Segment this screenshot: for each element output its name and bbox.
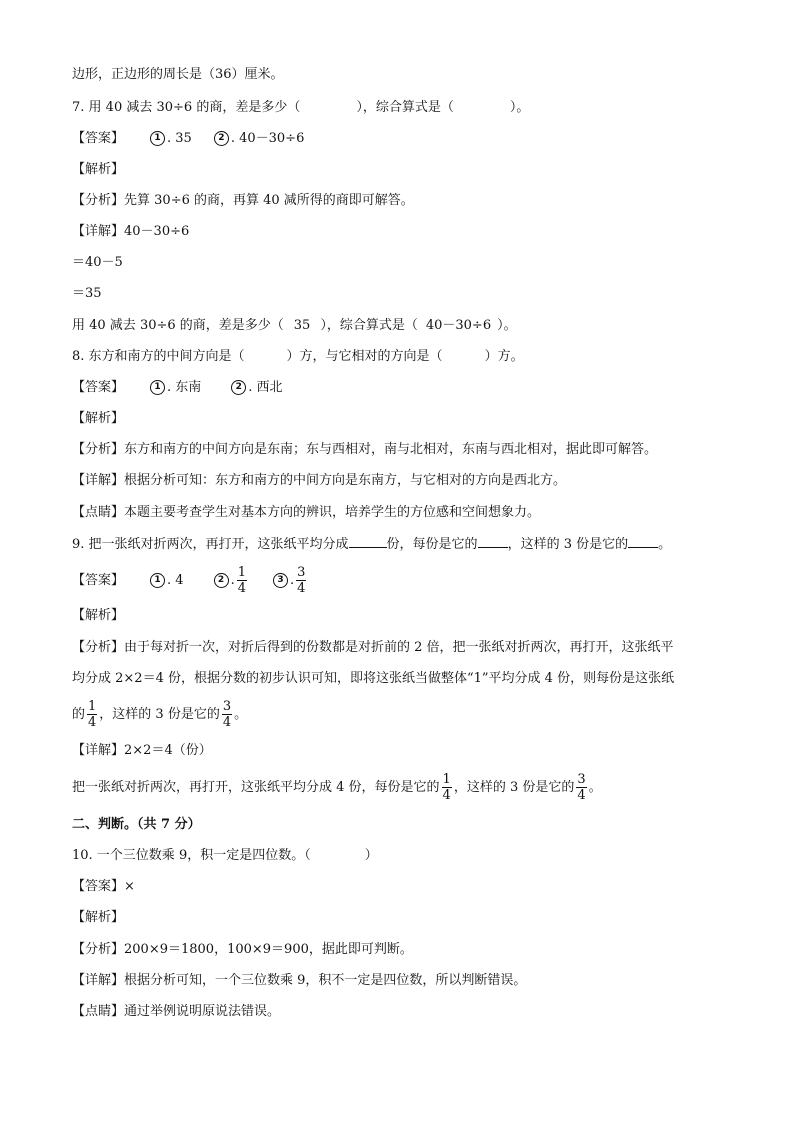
- q9-fenxi-1: 【分析】由于每对折一次，对折后得到的份数都是对折前的 2 倍，把一张纸对折两次，再打开，这张纸平: [72, 640, 674, 655]
- q9-jiexi: 【解析】: [72, 608, 125, 623]
- answer-blank: [478, 535, 508, 548]
- fraction-three-quarters: $\frac{3}{4}$: [222, 699, 232, 730]
- circled-number-2: 2: [214, 573, 229, 588]
- q10-jiexi: 【解析】: [72, 910, 125, 925]
- q9-final: 把一张纸对折两次，再打开，这张纸平均分成 4 份，每份是它的 $\frac{1}{4}$ ，这样的 3 份是它的 $\frac{3}{4}$ 。: [72, 772, 602, 803]
- answer-blank: [628, 535, 658, 548]
- question-9: 9. 把一张纸对折两次，再打开，这张纸平均分成 份，每份是它的 ，这样的 3 份是它的 。: [72, 537, 672, 552]
- q10-fenxi: 【分析】200×9＝1800，100×9＝900，据此即可判断。: [72, 942, 413, 957]
- circled-number-3: 3: [273, 573, 288, 588]
- q9-fenxi-2: 均分成 2×2＝4 份，根据分数的初步认识可知，即将这张纸当做整体“1”平均分成 4 份，则每份是这张纸: [72, 671, 675, 686]
- q7-jiexi: 【解析】: [72, 162, 125, 177]
- circled-number-1: 1: [150, 573, 165, 588]
- q8-jiexi: 【解析】: [72, 411, 125, 426]
- fraction-three-quarters: $\frac{3}{4}$: [577, 772, 586, 803]
- q9-answer: 【答案】 1 . 4 2 . $\frac{1}{4}$ 3 . $\frac{3}{4}$: [72, 565, 306, 596]
- q10-xiangjie: 【详解】根据分析可知，一个三位数乘 9，积不一定是四位数，所以判断错误。: [72, 973, 527, 988]
- fraction-one-quarter: $\frac{1}{4}$: [88, 699, 97, 730]
- q10-answer: 【答案】×: [72, 879, 135, 894]
- q7-answer: 【答案】 1 . 35 2 . 40－30÷6: [72, 131, 305, 146]
- q7-final: 用 40 减去 30÷6 的商，差是多少（ 35 ），综合算式是（ 40－30÷6 ）。: [72, 318, 517, 333]
- circled-number-1: 1: [150, 131, 165, 146]
- q9-fenxi-3: 的 $\frac{1}{4}$ ，这样的 3 份是它的 $\frac{3}{4}$ 。: [72, 699, 248, 730]
- fraction-three-quarters: $\frac{3}{4}$: [297, 565, 306, 596]
- circled-number-2: 2: [214, 131, 229, 146]
- question-10: 10. 一个三位数乘 9，积一定是四位数。（ ）: [72, 848, 378, 863]
- circled-number-1: 1: [150, 380, 165, 395]
- q9-xiangjie: 【详解】2×2＝4（份）: [72, 743, 212, 758]
- q8-dianjing: 【点睛】本题主要考查学生对基本方向的辨识，培养学生的方位感和空间想象力。: [72, 505, 541, 520]
- continued-text-line: 边形，正边形的周长是（36）厘米。: [72, 67, 284, 82]
- q7-fenxi: 【分析】先算 30÷6 的商，再算 40 减所得的商即可解答。: [72, 193, 414, 208]
- q7-step-2: ＝35: [72, 286, 102, 301]
- fraction-one-quarter: $\frac{1}{4}$: [237, 565, 246, 596]
- q7-step-1: ＝40－5: [72, 255, 123, 270]
- q8-xiangjie: 【详解】根据分析可知：东方和南方的中间方向是东南方，与它相对的方向是西北方。: [72, 473, 567, 488]
- answer-label: 【答案】: [72, 131, 125, 146]
- question-7: 7. 用 40 减去 30÷6 的商，差是多少（ ），综合算式是（ ）。: [72, 100, 530, 115]
- section-heading: 二、判断。（共 7 分）: [72, 817, 201, 832]
- q7-xiangjie: 【详解】40－30÷6: [72, 224, 190, 239]
- answer-blank: [349, 535, 387, 548]
- q8-fenxi: 【分析】东方和南方的中间方向是东南；东与西相对，南与北相对，东南与西北相对，据此即可解答。: [72, 442, 658, 457]
- q8-answer: 【答案】 1 . 东南 2 . 西北: [72, 380, 283, 395]
- q10-dianjing: 【点睛】通过举例说明原说法错误。: [72, 1004, 281, 1019]
- fraction-one-quarter: $\frac{1}{4}$: [442, 772, 451, 803]
- circled-number-2: 2: [231, 380, 246, 395]
- question-8: 8. 东方和南方的中间方向是（ ）方，与它相对的方向是（ ）方。: [72, 349, 524, 364]
